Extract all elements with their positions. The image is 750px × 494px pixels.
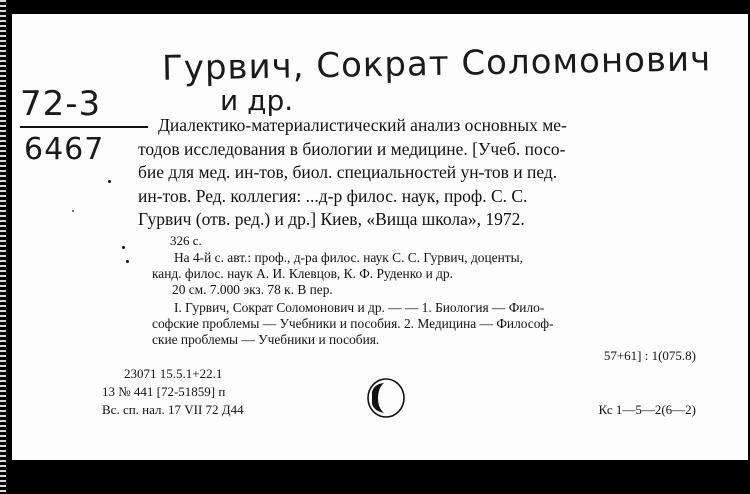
order-number: 13 № 441 [72-51859] п [102, 384, 226, 399]
subject-tracing [152, 300, 712, 348]
title-line: ин-тов. Ред. коллегия: ...д-р филос. наук, проф. С. С. [138, 185, 528, 206]
catalog-card [12, 14, 748, 460]
note-line: канд. филос. наук А. И. Клевцов, К. Ф. Руденко и др. [152, 266, 453, 281]
tracing-line: софские проблемы — Учебники и пособия. 2. Медицина — Философ- [152, 316, 554, 331]
handwritten-author-suffix: и др. [220, 84, 294, 117]
tracing-line: ские проблемы — Учебники и пособия. [152, 332, 380, 347]
note-line: На 4-й с. авт.: проф., д-ра филос. наук С. С. Гурвич, доценты, [174, 250, 523, 265]
speck [122, 246, 125, 249]
call-number: 72-3 [20, 84, 102, 124]
card-edge-strip [0, 0, 6, 494]
title-line: бие для мед. ин-тов, биол. специальностей ун-тов и пед. [138, 162, 558, 182]
udc-code: 57+61] : 1(075.8) [603, 348, 696, 363]
speck [72, 210, 74, 212]
speck [126, 260, 129, 263]
physical-description: 20 см. 7.000 экз. 78 к. В пер. [172, 282, 333, 297]
title-description [138, 114, 712, 232]
speck [108, 180, 111, 183]
page-count: 326 с. [170, 233, 202, 248]
tracing-line: I. Гурвич, Сократ Соломонович и др. — — 1. Биология — Фило- [174, 300, 545, 315]
title-line: Диалектико-материалистический анализ основных ме- [158, 115, 567, 135]
handwritten-author: Гурвич, Сократ Соломонович [161, 39, 712, 89]
registration-number: 23071 15.5.1+22.1 [124, 366, 223, 381]
call-number-underline [20, 126, 148, 128]
stamp-icon [366, 378, 406, 418]
authors-note [152, 250, 712, 282]
inventory-number: 6467 [24, 132, 105, 167]
title-line: Гурвич (отв. ред.) и др.] Киев, «Вища школа», 1972. [138, 209, 525, 229]
signed-to-print: Вс. сп. нал. 17 VII 72 Д44 [102, 402, 244, 417]
price-code: Кс 1—5—2(6—2) [598, 402, 696, 417]
title-line: тодов исследования в биологии и медицине. [Учеб. посо- [138, 138, 566, 159]
